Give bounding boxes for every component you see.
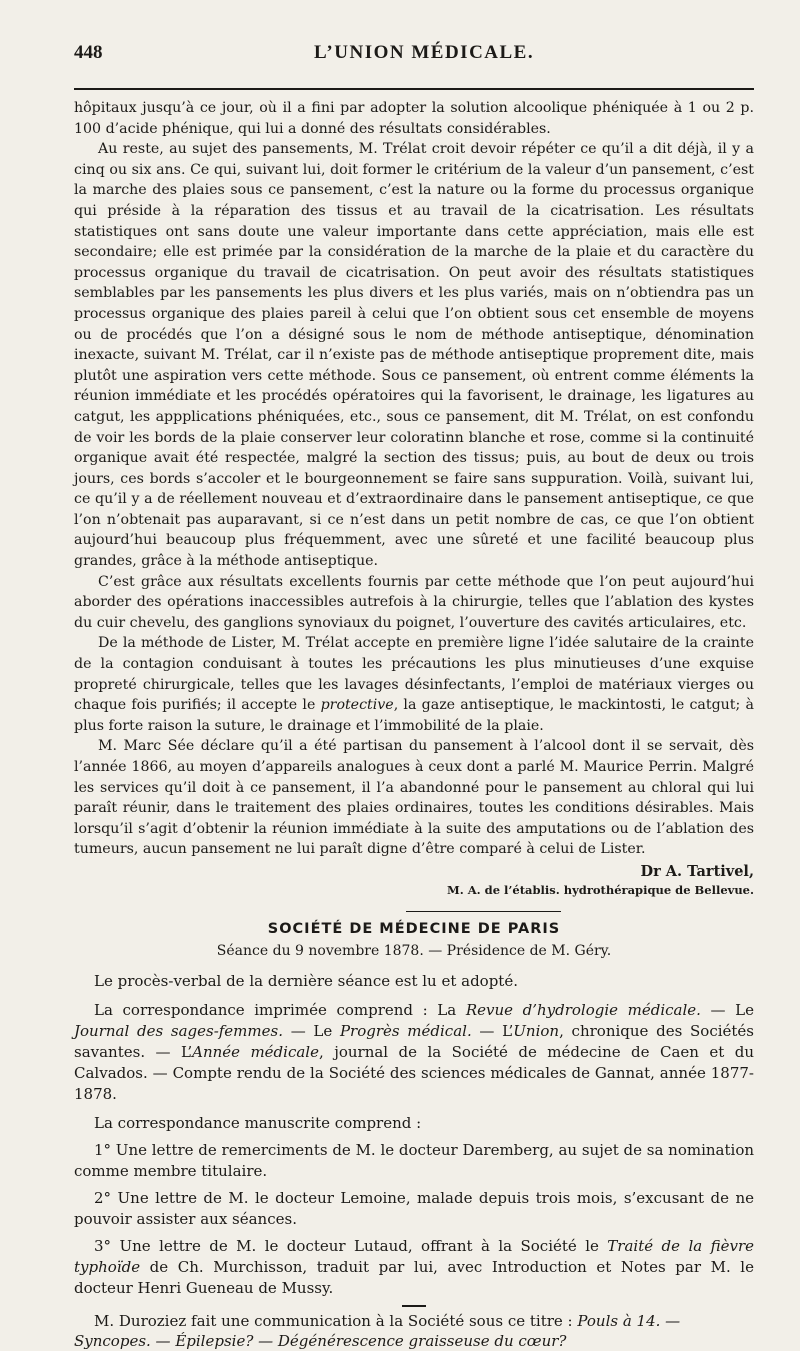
article-paragraph-2: Au reste, au sujet des pansements, M. Trélat croit devoir répéter ce qu’il a dit déjà, il y a cinq ou six ans. Ce qui, suivant lui, doit former le critérium de la valeur d’un pansement, c’est la marche des plaies sous ce pansement, c’est la nature ou la forme du processus organique qui préside à la réparation des tissus et au travail de la cicatrisation. Les résultats statistiques ont sans doute une valeur importante dans cette appréciation, mais elle est secondaire; elle est primée par la considération de la marche de la plaie et du caractère du processus organique du travail de cicatrisation. On peut avoir des résultats statistiques semblables par les pansements les plus divers et les plus variés, mais on n’obtiendra pas un processus organique des plaies pareil à celui que l’on obtient sous cet ensemble de moyens ou de procédés que l’on a désigné sous le nom de méthode antiseptique, dénomination inexacte, suivant M. Trélat, car il n’existe pas de méthode antiseptique proprement dite, mais plutôt une aspiration vers cette méthode. Sous ce pansement, où entrent comme éléments la réunion immédiate et les procédés opératoires qui la favorisent, le drainage, les ligatures au catgut, les appplications phéniquées, etc., sous ce pansement, dit M. Trélat, on est confondu de voir les bords de la plaie conserver leur coloratinn blanche et rose, comme si la continuité organique avait été respectée, malgré la section des tissus; puis, au bout de deux ou trois jours, ces bords s’accoler et le bourgeonnement se faire sans suppuration. Voilà, suivant lui, ce qu’il y a de réellement nouveau et d’extraordinaire dans le pansement antiseptique, ce que l’on n’obtenait pas auparavant, si ce n’est dans un petit nombre de cas, ce que l’on obtient aujourd’hui beaucoup plus fréquemment, avec une sûreté et une facilité beaucoup plus grandes, grâce à la méthode antiseptique. [74,141,754,570]
running-title: L’UNION MÉDICALE. [314,42,535,63]
affiliation-text: de l’établis. hydrothérapique de Bellevue. [480,882,754,897]
section-divider [406,911,561,913]
p2-italic-3: Progrès médical. [339,1022,472,1041]
page-header [74,42,754,64]
p2-text-e: , chronique des Sociétés savantes. — L’ [74,1022,754,1062]
proceedings-paragraph-1: Le procès-verbal de la dernière séance est lu et adopté. [94,972,518,991]
paragraph-4-text-a: De la méthode de Lister, M. Trélat accepte en première ligne l’idée salutaire de la crainte de la contagion conduisant à toutes les précautions les plus minutieuses d’une exquise propreté chirurgicale, telles que les lavages désinfectants, l’emploi de matériaux vierges ou chaque fois purifiés; il accepte le [74,635,754,714]
p2-text-f: , journal de la Société de médecine de Caen et du Calvados. — Compte rendu de la Société des sciences médicales de Gannat, année 1877-1878. [74,1043,754,1104]
final-text-a: M. Duroziez fait une communication à la Société sous ce titre : [94,1312,578,1331]
item-3-text-b: de Ch. Murchisson, traduit par lui, avec Introduction et Notes par M. le docteur Henri Gueneau de Mussy. [74,1258,754,1298]
correspondence-item-1: 1° Une lettre de remerciments de M. le docteur Daremberg, au sujet de sa nomination comme membre titulaire. [74,1141,755,1181]
item-3-text-a: 3° Une lettre de M. le docteur Lutaud, offrant à la Société le [94,1237,608,1256]
final-paragraph [74,1311,754,1351]
author-signature: Dr A. Tartivel, [640,862,754,880]
proceedings-paragraph-2 [74,1000,754,1105]
p2-text-d: — L’ [471,1022,514,1041]
article-paragraph-5: M. Marc Sée déclare qu’il a été partisan du pansement à l’alcool dont il se servait, dès l’année 1866, au moyen d’appareils analogues à ceux dont a parlé M. Maurice Perrin. Malgré les services qu’il doit à ce pansement, il l’a abandonné pour le pansement au chloral qui lui paraît réunir, dans le traitement des plaies ordinaires, toutes les conditions désirables. Mais lorsqu’il s’agit d’obtenir la réunion immédiate à la suite des amputations ou de l’ablation des tumeurs, aucun pansement ne lui paraît digne d’être comparé à celui de Lister. [74,738,754,858]
paragraph-4-italic: protective [320,697,394,714]
article-paragraph-1: hôpitaux jusqu’à ce jour, où il a fini par adopter la solution alcoolique phéniquée à 1 ou 2 p. 100 d’acide phénique, qui lui a donné des résultats considérables. [74,100,754,137]
p2-italic-4: Union [513,1022,560,1041]
section-title: SOCIÉTÉ DE MÉDECINE DE PARIS [267,921,561,938]
p2-text-b: — Le [700,1001,755,1020]
correspondence-item-2: 2° Une lettre de M. le docteur Lemoine, malade depuis trois mois, s’excusant de ne pouvoir assister aux séances. [74,1189,754,1229]
header-rule [74,88,754,90]
p2-text-a: La correspondance imprimée comprend : La [94,1001,466,1020]
p2-text-c: — Le [282,1022,340,1041]
article-paragraph-3: C’est grâce aux résultats excellents fournis par cette méthode que l’on peut aujourd’hui aborder des opérations inaccessibles autrefois à la chirurgie, telles que l’ablation des kystes du cuir chevelu, des ganglions synoviaux du poignet, l’ouverture des cavités articulaires, etc. [74,573,754,631]
proceedings-body [74,971,754,1299]
affiliation-title: M. A. [446,882,481,897]
page-number: 448 [74,42,103,63]
article-body [74,98,754,860]
closing-divider [402,1305,426,1307]
p2-italic-2: Journal des sages-femmes. [74,1022,283,1041]
article-paragraph-4 [74,633,754,736]
correspondence-item-3 [74,1236,754,1299]
author-affiliation [74,882,754,898]
proceedings-paragraph-3: La correspondance manuscrite comprend : [94,1114,422,1133]
paragraph-4-text-b: , la gaze antiseptique, le mackintosti, le catgut; à plus forte raison la suture, le drainage et l’immobilité de la plaie. [74,697,754,734]
session-line: Séance du 9 novembre 1878. — Présidence de M. Géry. [216,943,612,960]
p2-italic-5: Année médicale [192,1043,319,1062]
item-3-italic: Traité de la fièvre typhoïde [74,1237,755,1277]
p2-italic-1: Revue d’hydrologie médicale. [465,1001,701,1020]
final-italic: Pouls à 14. — Syncopes. — Épilepsie? — Dégénérescence graisseuse du cœur? [74,1312,681,1351]
